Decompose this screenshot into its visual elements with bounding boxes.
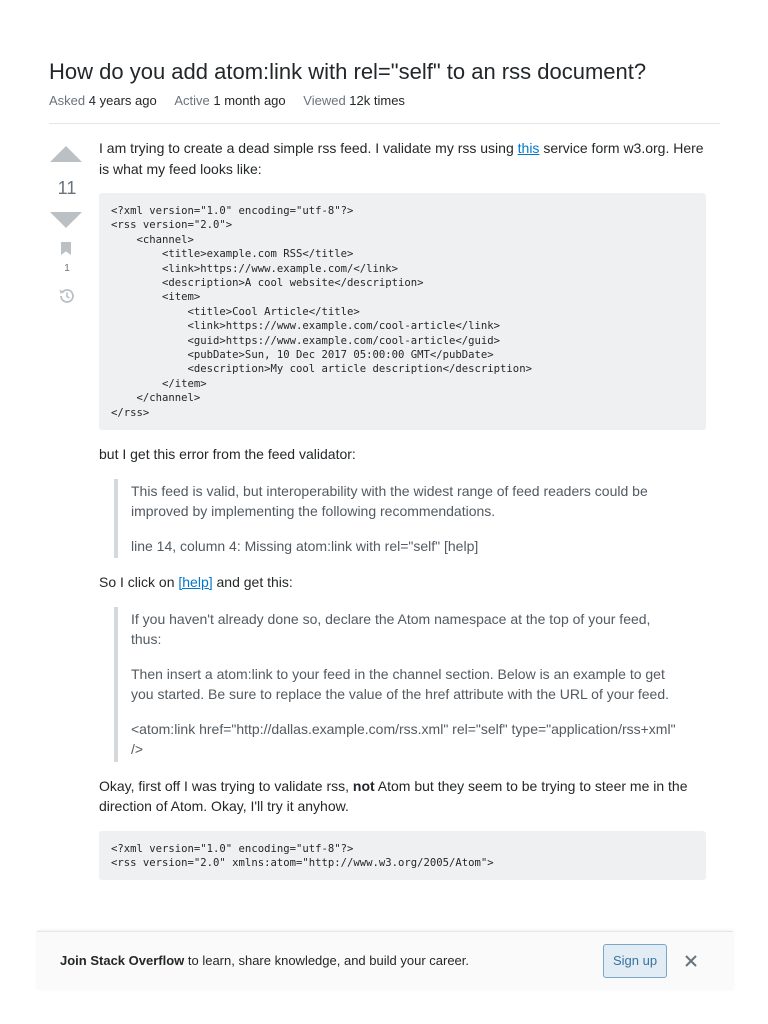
- signup-banner: [37, 931, 733, 990]
- validator-link[interactable]: this: [517, 140, 540, 156]
- active-info: [174, 93, 289, 108]
- body-paragraph-2: but I get this error from the feed validator:: [99, 446, 356, 463]
- sign-up-button[interactable]: Sign up: [603, 944, 667, 978]
- question-title[interactable]: How do you add atom:link with rel="self" to an rss document?: [49, 59, 647, 84]
- code-block-rss: <?xml version="1.0" encoding="utf-8"?> <rss version="2.0"> <channel> <title>example.com RSS</title> <link>https://www.example.com/</link> <description>A cool website</description> <item> <title>Cool Article</title> <link>https://www.example.com/cool-article</link> <guid>https://www.example.com/cool-article</guid> <pubDate>Sun, 10 Dec 2017 05:00:00 GMT</pubDate> <description>My cool article description</description> </item> </channel> </rss>: [99, 193, 706, 430]
- blockquote-validator-error: [114, 479, 694, 559]
- question-body: [99, 138, 706, 894]
- viewed-info: [303, 93, 405, 108]
- history-icon[interactable]: [58, 287, 76, 305]
- viewed-label: Viewed: [303, 93, 346, 108]
- arrow-up-icon[interactable]: [50, 146, 82, 162]
- arrow-down-icon[interactable]: [50, 212, 82, 228]
- vote-count: 11: [57, 178, 77, 198]
- quote-paragraph: line 14, column 4: Missing atom:link with rel="self" [help]: [131, 537, 479, 554]
- active-label: Active: [174, 93, 210, 108]
- quote-paragraph: <atom:link href="http://dallas.example.com/rss.xml" rel="self" type="application/rss+xml" />: [131, 720, 676, 758]
- body-paragraph-4: Okay, first off I was trying to validate rss, not Atom but they seem to be trying to steer me in the direction of Atom. Okay, I'll try it anyhow.: [99, 777, 688, 815]
- close-icon[interactable]: [682, 952, 700, 970]
- help-link[interactable]: [help]: [178, 574, 213, 591]
- asked-value: 4 years ago: [88, 93, 157, 108]
- bookmark-count: 1: [64, 263, 70, 274]
- viewed-value: 12k times: [349, 93, 405, 108]
- banner-text: Join Stack Overflow to learn, share knowledge, and build your career.: [60, 953, 469, 968]
- body-paragraph-3: So I click on [help] and get this:: [99, 574, 293, 591]
- question-meta: [49, 92, 419, 109]
- active-value[interactable]: 1 month ago: [213, 93, 286, 108]
- body-paragraph-1: I am trying to create a dead simple rss feed. I validate my rss using this service form w3.org. Here is what my feed looks like:: [99, 140, 704, 177]
- quote-paragraph: Then insert a atom:link to your feed in the channel section. Below is an example to get you started. Be sure to replace the value of the href attribute with the URL of your feed.: [131, 665, 670, 703]
- code-block-rss-atom: <?xml version="1.0" encoding="utf-8"?> <rss version="2.0" xmlns:atom="http://www.w3.org/2005/Atom">: [99, 831, 706, 881]
- asked-label: Asked: [49, 93, 86, 108]
- quote-paragraph: This feed is valid, but interoperability with the widest range of feed readers could be improved by implementing the following recommendations.: [131, 482, 648, 520]
- blockquote-help: [114, 607, 694, 762]
- asked-info: [49, 93, 160, 108]
- quote-paragraph: If you haven't already done so, declare the Atom namespace at the top of your feed, thus:: [131, 610, 651, 648]
- bookmark-icon[interactable]: [61, 242, 71, 255]
- header-divider: [49, 123, 720, 124]
